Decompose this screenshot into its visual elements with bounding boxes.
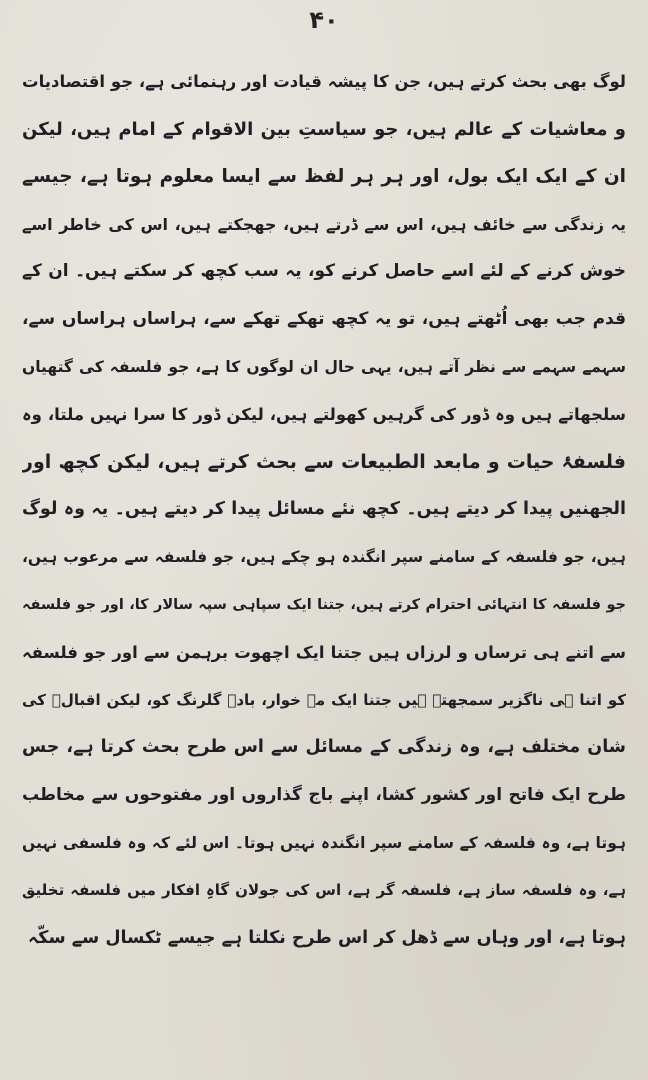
- text-line: یہ زندگی سے خائف ہیں، اس سے ڈرتے ہیں، جھجکتے ہیں، اس کی خاطر اسے: [22, 214, 626, 234]
- page-number: ۴۰: [309, 6, 339, 34]
- text-line: سہمے سہمے سے نظر آتے ہیں، یہی حال ان لوگوں کا ہے، جو فلسفہ کی گتھیاں: [22, 357, 626, 376]
- body-text: [22, 58, 626, 962]
- text-line: طرح ایک فاتح اور کشور کشا، اپنے باج گذاروں اور مفتوحوں سے مخاطب: [22, 784, 626, 805]
- text-line: قدم جب بھی اُٹھتے ہیں، تو یہ کچھ تھکے تھکے سے، ہراساں ہراساں سے،: [22, 308, 626, 329]
- text-line: لوگ بھی بحث کرتے ہیں، جن کا پیشہ قیادت اور رہنمائی ہے، جو اقتصادیات: [22, 72, 626, 91]
- text-line: شان مختلف ہے، وہ زندگی کے مسائل سے اس طرح بحث کرتا ہے، جس: [22, 737, 626, 758]
- text-line: سے اتنے ہی ترساں و لرزاں ہیں جتنا ایک اچھوت برہمن سے اور جو فلسفہ: [22, 643, 626, 663]
- text-line: ہوتا ہے، اور وہاں سے ڈھل کر اس طرح نکلتا ہے جیسے ٹکسال سے سکّہ: [28, 927, 626, 948]
- text-line: ہوتا ہے، وہ فلسفہ کے سامنے سپر انگندہ نہیں ہوتا۔ اس لئے کہ وہ فلسفی نہیں: [22, 833, 626, 852]
- text-line: ہے، وہ فلسفہ ساز ہے، فلسفہ گر ہے، اس کی جولان گاہِ افکار میں فلسفہ تخلیق: [22, 881, 626, 900]
- text-line: ہیں، جو فلسفہ کے سامنے سپر انگندہ ہو چکے ہیں، جو فلسفہ سے مرعوب ہیں،: [22, 547, 626, 566]
- text-line: الجھنیں پیدا کر دیتے ہیں۔ کچھ نئے مسائل پیدا کر دیتے ہیں۔ یہ وہ لوگ: [22, 499, 626, 520]
- text-line: کو اتنا ہی ناگزیر سمجھتے ہیں جتنا ایک مے خوار، بادۂ گلرنگ کو، لیکن اقبالؔ کی: [22, 690, 626, 709]
- text-line: جو فلسفہ کا انتہائی احترام کرتے ہیں، جتنا ایک سپاہی سپہ سالار کا، اور جو فلسفہ: [22, 596, 626, 613]
- text-line: فلسفۂ حیات و مابعد الطبیعات سے بحث کرتے ہیں، لیکن کچھ اور: [22, 450, 626, 473]
- text-line: خوش کرنے کے لئے اسے حاصل کرنے کو، یہ سب کچھ کر سکتے ہیں۔ ان کے: [22, 261, 626, 282]
- text-line: ان کے ایک ایک بول، اور ہر ہر لفظ سے ایسا معلوم ہوتا ہے، جیسے: [22, 166, 626, 188]
- text-line: سلجھاتے ہیں وہ ڈور کی گرہیں کھولتے ہیں، لیکن ڈور کا سرا نہیں ملتا، وہ: [22, 405, 626, 425]
- text-line: و معاشیات کے عالم ہیں، جو سیاستِ بین الاقوام کے امام ہیں، لیکن: [22, 118, 626, 140]
